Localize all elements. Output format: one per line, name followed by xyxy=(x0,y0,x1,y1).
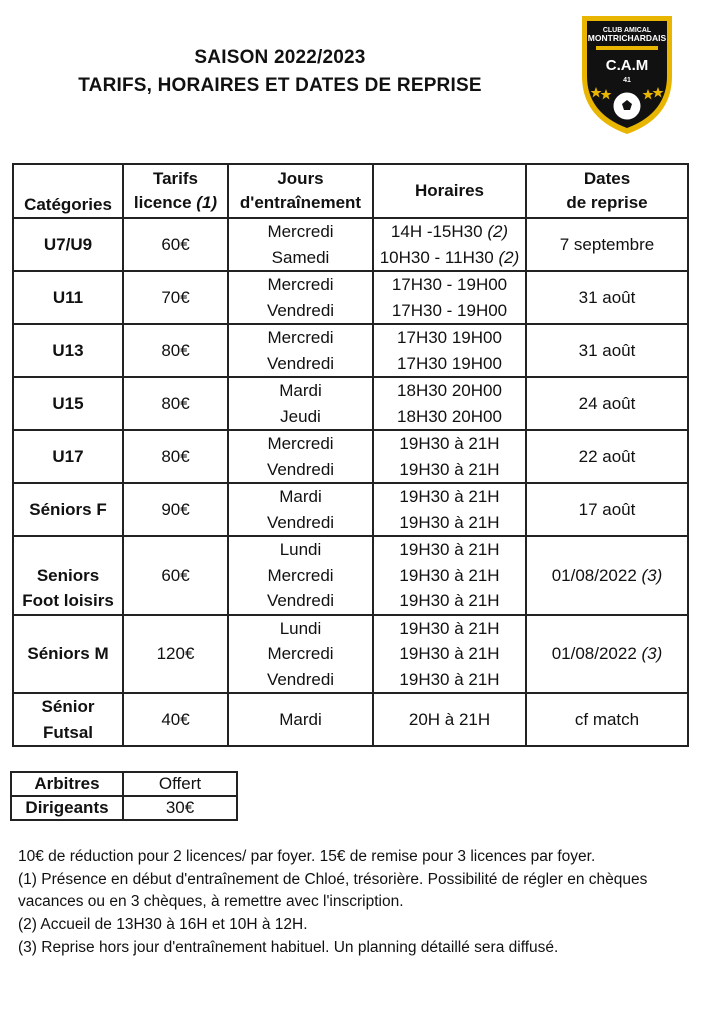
hours-text: 19H30 à 21H xyxy=(399,459,500,479)
training-hours xyxy=(376,272,523,298)
price-cell: 60€ xyxy=(123,218,228,271)
table-row xyxy=(13,536,688,615)
category-label: Séniors M xyxy=(27,644,109,663)
training-day: Vendredi xyxy=(266,591,335,610)
category-label: Foot loisirs xyxy=(22,591,114,610)
training-hours xyxy=(376,325,523,351)
hours-text: 19H30 à 21H xyxy=(399,487,500,506)
category-cell xyxy=(13,693,123,746)
days-cell xyxy=(228,271,373,324)
extras-row xyxy=(11,796,237,820)
category-label: U11 xyxy=(52,287,84,307)
header-label: Tarifs xyxy=(152,169,199,188)
hours-cell xyxy=(373,271,526,324)
hours-text: 19H30 à 21H xyxy=(399,434,500,453)
hours-text: 19H30 à 21H xyxy=(399,591,500,610)
training-day: Mardi xyxy=(279,487,322,506)
season-title: SAISON 2022/2023 xyxy=(194,47,366,68)
training-hours xyxy=(376,563,523,589)
schedule-table xyxy=(12,163,689,747)
date-text: 01/08/2022 xyxy=(551,644,637,663)
training-day: Mercredi xyxy=(267,328,334,347)
hours-cell xyxy=(373,536,526,615)
header-label: de reprise xyxy=(566,193,648,212)
date-cell xyxy=(526,271,688,324)
days-cell xyxy=(228,483,373,536)
footnote-ref: (2) xyxy=(498,247,520,267)
hours-cell xyxy=(373,377,526,430)
hours-text: 17H30 19H00 xyxy=(397,353,502,373)
training-day: Vendredi xyxy=(266,459,335,479)
training-day: Mercredi xyxy=(267,222,334,241)
date-cell xyxy=(526,218,688,271)
table-row xyxy=(13,483,688,536)
training-hours xyxy=(376,219,523,245)
logo-name: MONTRICHARDAIS xyxy=(587,33,667,43)
extras-table xyxy=(10,771,238,821)
header-categories xyxy=(13,164,123,218)
hours-text: 19H30 à 21H xyxy=(399,565,500,585)
training-day: Mercredi xyxy=(267,434,334,453)
training-hours xyxy=(376,484,523,510)
training-day: Mercredi xyxy=(267,565,334,585)
training-hours xyxy=(376,431,523,457)
date-text: cf match xyxy=(574,709,640,729)
hours-cell xyxy=(373,615,526,694)
hours-cell xyxy=(373,430,526,483)
days-cell xyxy=(228,218,373,271)
training-hours xyxy=(376,510,523,536)
days-cell xyxy=(228,377,373,430)
header-label: Jours xyxy=(277,169,324,188)
hours-text: 19H30 à 21H xyxy=(399,669,500,689)
training-hours xyxy=(376,457,523,483)
header-dates xyxy=(526,164,688,218)
hours-cell xyxy=(373,324,526,377)
hours-text: 17H30 - 19H00 xyxy=(391,300,508,320)
table-row xyxy=(13,693,688,746)
footnote-ref: (1) xyxy=(196,193,218,212)
price-cell: 80€ xyxy=(123,377,228,430)
category-label: U15 xyxy=(52,393,84,413)
hours-cell xyxy=(373,483,526,536)
training-hours xyxy=(376,537,523,563)
category-label: Seniors xyxy=(36,565,100,585)
category-cell xyxy=(13,377,123,430)
date-text: 22 août xyxy=(578,446,636,466)
category-cell xyxy=(13,615,123,694)
footnotes xyxy=(18,846,698,959)
days-cell xyxy=(228,430,373,483)
date-cell xyxy=(526,430,688,483)
days-cell xyxy=(228,536,373,615)
extras-row xyxy=(11,772,237,796)
extras-label: Arbitres xyxy=(11,772,123,796)
date-cell xyxy=(526,377,688,430)
price-cell: 60€ xyxy=(123,536,228,615)
price-cell: 40€ xyxy=(123,693,228,746)
training-hours xyxy=(376,378,523,404)
training-day: Vendredi xyxy=(266,512,335,532)
date-text: 17 août xyxy=(578,499,636,519)
category-cell xyxy=(13,483,123,536)
club-logo-shield-icon xyxy=(572,10,682,138)
header-horaires xyxy=(373,164,526,218)
category-cell xyxy=(13,218,123,271)
training-day: Mardi xyxy=(279,709,322,729)
category-label: Sénior xyxy=(41,697,95,716)
table-row xyxy=(13,324,688,377)
footnote-ref: (2) xyxy=(487,222,509,241)
days-cell xyxy=(228,615,373,694)
category-label: Futsal xyxy=(42,722,94,742)
training-day: Lundi xyxy=(279,540,322,559)
date-text: 31 août xyxy=(578,287,636,307)
category-label: U13 xyxy=(52,340,84,360)
category-cell xyxy=(13,430,123,483)
footnote-text: (1) Présence en début d'entraînement de Chloé, trésorière. Possibilité de régler en chèques vacances ou en 3 chèques, à remettre avec l'inscription. xyxy=(18,871,648,910)
training-day: Samedi xyxy=(271,247,330,267)
category-label: Séniors F xyxy=(29,499,107,519)
price-cell: 120€ xyxy=(123,615,228,694)
training-day: Mercredi xyxy=(267,275,334,294)
header-label: d'entraînement xyxy=(239,193,362,212)
hours-text: 19H30 à 21H xyxy=(399,540,500,559)
hours-text: 18H30 20H00 xyxy=(397,381,502,400)
category-cell xyxy=(13,324,123,377)
hours-cell xyxy=(373,693,526,746)
date-cell xyxy=(526,483,688,536)
training-hours xyxy=(376,404,523,430)
training-day: Lundi xyxy=(279,618,322,638)
header-label xyxy=(126,191,225,215)
training-hours xyxy=(376,641,523,667)
price-cell: 80€ xyxy=(123,430,228,483)
training-hours xyxy=(376,351,523,377)
date-text: 24 août xyxy=(578,393,636,413)
training-day: Vendredi xyxy=(266,353,335,373)
subtitle: TARIFS, HORAIRES ET DATES DE REPRISE xyxy=(78,75,482,96)
training-hours xyxy=(376,667,523,693)
header-label: Horaires xyxy=(415,181,484,200)
extras-value: 30€ xyxy=(123,796,237,820)
date-cell xyxy=(526,693,688,746)
logo-initials: C.A.M xyxy=(605,57,649,74)
price-cell: 90€ xyxy=(123,483,228,536)
hours-text: 19H30 à 21H xyxy=(399,644,500,663)
category-label: U7/U9 xyxy=(43,234,93,254)
page-title xyxy=(40,44,520,100)
date-cell xyxy=(526,324,688,377)
table-row xyxy=(13,377,688,430)
days-cell xyxy=(228,324,373,377)
header-label-text: licence xyxy=(133,193,192,212)
extras-value: Offert xyxy=(123,772,237,796)
header-label: Catégories xyxy=(24,195,112,214)
footnote-text: (3) Reprise hors jour d'entraînement habituel. Un planning détaillé sera diffusé. xyxy=(18,939,559,956)
training-day: Mardi xyxy=(279,381,322,400)
logo-number: 41 xyxy=(623,77,631,84)
header-jours xyxy=(228,164,373,218)
header-tarifs xyxy=(123,164,228,218)
days-cell xyxy=(228,693,373,746)
training-day: Jeudi xyxy=(280,406,321,426)
header-row xyxy=(13,164,688,218)
extras-label: Dirigeants xyxy=(11,796,123,820)
training-hours xyxy=(376,707,523,733)
hours-text: 17H30 - 19H00 xyxy=(391,275,508,294)
footnote-text: 10€ de réduction pour 2 licences/ par foyer. 15€ de remise pour 3 licences par foyer. xyxy=(18,848,596,865)
date-text: 7 septembre xyxy=(559,234,655,254)
date-cell xyxy=(526,536,688,615)
price-cell: 80€ xyxy=(123,324,228,377)
training-hours xyxy=(376,588,523,614)
training-day: Vendredi xyxy=(266,300,335,320)
training-day: Vendredi xyxy=(266,669,335,689)
training-hours xyxy=(376,616,523,642)
hours-text: 17H30 19H00 xyxy=(397,328,502,347)
date-text: 01/08/2022 xyxy=(551,565,637,585)
date-text: 31 août xyxy=(578,340,636,360)
header-label: Dates xyxy=(583,169,631,188)
category-cell xyxy=(13,536,123,615)
hours-text: 19H30 à 21H xyxy=(399,512,500,532)
logo-top-text: CLUB AMICAL xyxy=(602,27,652,34)
table-row xyxy=(13,271,688,324)
table-row xyxy=(13,218,688,271)
training-day: Mercredi xyxy=(267,644,334,663)
table-row xyxy=(13,430,688,483)
training-hours xyxy=(376,298,523,324)
hours-cell xyxy=(373,218,526,271)
footnote-ref: (3) xyxy=(641,565,663,585)
category-label: U17 xyxy=(52,446,84,466)
price-cell: 70€ xyxy=(123,271,228,324)
hours-text: 10H30 - 11H30 xyxy=(379,247,494,267)
category-cell xyxy=(13,271,123,324)
date-cell xyxy=(526,615,688,694)
footnote-ref: (3) xyxy=(641,644,663,663)
footnote-text: (2) Accueil de 13H30 à 16H et 10H à 12H. xyxy=(18,916,308,933)
hours-text: 20H à 21H xyxy=(408,709,491,729)
hours-text: 14H -15H30 xyxy=(390,222,483,241)
training-hours xyxy=(376,245,523,271)
hours-text: 19H30 à 21H xyxy=(399,618,500,638)
hours-text: 18H30 20H00 xyxy=(397,406,502,426)
table-row xyxy=(13,615,688,694)
